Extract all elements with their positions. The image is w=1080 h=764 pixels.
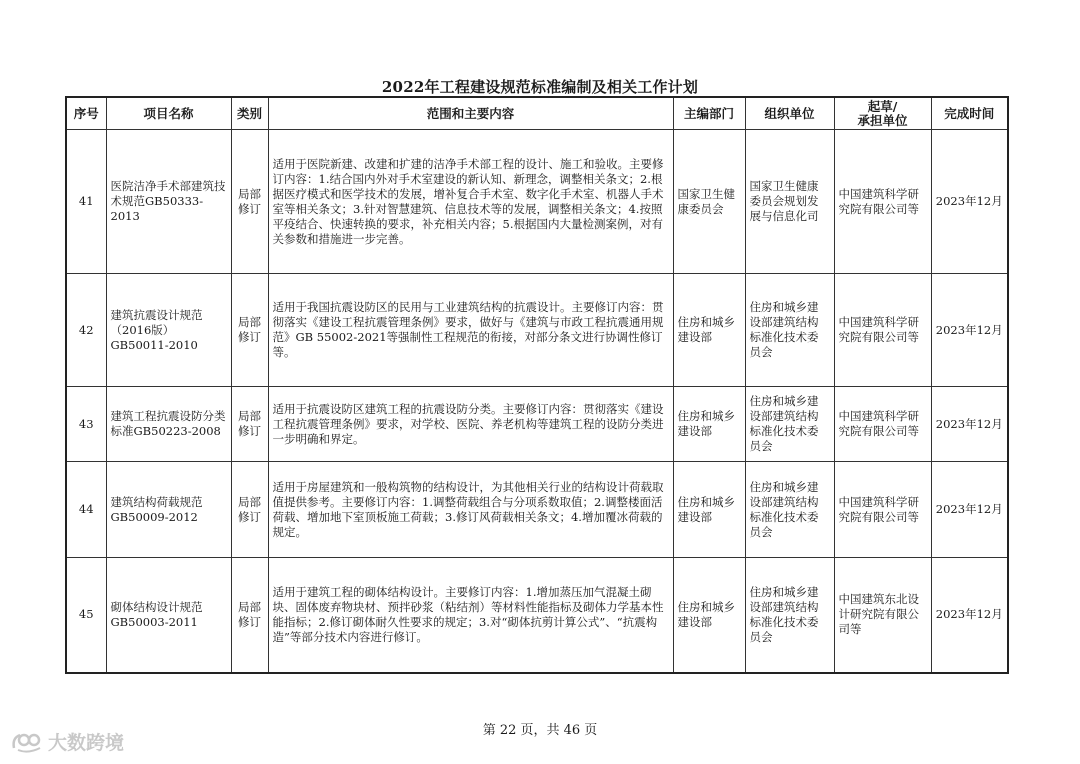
cell-no: 41: [66, 130, 106, 274]
cell-drafter: 中国建筑科学研究院有限公司等: [834, 274, 931, 387]
header-no: 序号: [66, 97, 106, 130]
cell-scope: 适用于抗震设防区建筑工程的抗震设防分类。主要修订内容：贯彻落实《建设工程抗震管理条例》要求，对学校、医院、养老机构等建筑工程的设防分类进一步明确和界定。: [268, 387, 673, 462]
cell-drafter: 中国建筑科学研究院有限公司等: [834, 130, 931, 274]
cell-no: 42: [66, 274, 106, 387]
table-row: [66, 558, 1008, 673]
table-header-row: [66, 97, 1008, 130]
cell-drafter: 中国建筑科学研究院有限公司等: [834, 387, 931, 462]
cell-type: 局部修订: [231, 558, 268, 673]
cell-scope: 适用于医院新建、改建和扩建的洁净手术部工程的设计、施工和验收。主要修订内容：1.结合国内外对手术室建设的新认知、新理念，调整相关条文；2.根据医疗模式和医学技术的发展，增补复合手术室、数字化手术室、机器人手术室等相关条文；3.针对智慧建筑、信息技术等的发展，调整相关条文；4.按照平疫结合、快速转换的要求，补充相关内容；5.根据国内大量检测案例，对有关参数和措施进一步完善。: [268, 130, 673, 274]
cell-name: 砌体结构设计规范GB50003-2011: [106, 558, 231, 673]
watermark-text: 大数跨境: [48, 732, 125, 754]
cell-no: 43: [66, 387, 106, 462]
cell-date: 2023年12月: [931, 558, 1008, 673]
cell-org-unit: 住房和城乡建设部建筑结构标准化技术委员会: [745, 462, 834, 558]
cell-name: 医院洁净手术部建筑技术规范GB50333-2013: [106, 130, 231, 274]
cell-drafter: 中国建筑科学研究院有限公司等: [834, 462, 931, 558]
cell-type: 局部修订: [231, 274, 268, 387]
header-drafter: [834, 97, 931, 130]
work-plan-table: [65, 96, 1009, 674]
page-number: 第 22 页，共 46 页: [482, 723, 598, 738]
header-name: 项目名称: [106, 97, 231, 130]
cell-scope: 适用于建筑工程的砌体结构设计。主要修订内容：1.增加蒸压加气混凝土砌块、固体废弃物块材、预拌砂浆（粘结剂）等材料性能指标及砌体力学基本性能指标；2.修订砌体耐久性要求的规定；3.对“砌体抗剪计算公式”、“抗震构造”等部分技术内容进行修订。: [268, 558, 673, 673]
cell-org-unit: 住房和城乡建设部建筑结构标准化技术委员会: [745, 387, 834, 462]
cell-type: 局部修订: [231, 130, 268, 274]
cell-lead-dept: 住房和城乡建设部: [673, 558, 745, 673]
cell-date: 2023年12月: [931, 274, 1008, 387]
table-row: [66, 462, 1008, 558]
header-scope: 范围和主要内容: [268, 97, 673, 130]
cell-name: 建筑工程抗震设防分类标准GB50223-2008: [106, 387, 231, 462]
watermark: [10, 728, 124, 755]
header-drafter-line1: 起草/: [867, 98, 898, 114]
watermark-logo-icon: [10, 730, 44, 754]
cell-type: 局部修订: [231, 462, 268, 558]
cell-date: 2023年12月: [931, 387, 1008, 462]
cell-drafter: 中国建筑东北设计研究院有限公司等: [834, 558, 931, 673]
cell-type: 局部修订: [231, 387, 268, 462]
cell-no: 45: [66, 558, 106, 673]
cell-scope: 适用于我国抗震设防区的民用与工业建筑结构的抗震设计。主要修订内容：贯彻落实《建设工程抗震管理条例》要求，做好与《建筑与市政工程抗震通用规范》GB 55002-2021等强制性工程规范的衔接，对部分条文进行协调性修订等。: [268, 274, 673, 387]
table-row: [66, 387, 1008, 462]
header-lead-dept: 主编部门: [673, 97, 745, 130]
table-row: [66, 274, 1008, 387]
header-org-unit: 组织单位: [745, 97, 834, 130]
header-drafter-line2: 承担单位: [857, 112, 908, 128]
cell-lead-dept: 住房和城乡建设部: [673, 387, 745, 462]
cell-no: 44: [66, 462, 106, 558]
cell-date: 2023年12月: [931, 462, 1008, 558]
cell-lead-dept: 住房和城乡建设部: [673, 462, 745, 558]
document-title: 2022年工程建设规范标准编制及相关工作计划: [381, 78, 699, 96]
cell-scope: 适用于房屋建筑和一般构筑物的结构设计，为其他相关行业的结构设计荷载取值提供参考。主要修订内容：1.调整荷载组合与分项系数取值；2.调整楼面活荷载、增加地下室顶板施工荷载；3.修订风荷载相关条文；4.增加覆冰荷载的规定。: [268, 462, 673, 558]
cell-org-unit: 住房和城乡建设部建筑结构标准化技术委员会: [745, 274, 834, 387]
table-row: [66, 130, 1008, 274]
cell-org-unit: 住房和城乡建设部建筑结构标准化技术委员会: [745, 558, 834, 673]
cell-lead-dept: 国家卫生健康委员会: [673, 130, 745, 274]
header-date: 完成时间: [931, 97, 1008, 130]
header-type: 类别: [231, 97, 268, 130]
cell-org-unit: 国家卫生健康委员会规划发展与信息化司: [745, 130, 834, 274]
cell-date: 2023年12月: [931, 130, 1008, 274]
cell-name: 建筑结构荷载规范GB50009-2012: [106, 462, 231, 558]
cell-lead-dept: 住房和城乡建设部: [673, 274, 745, 387]
cell-name: 建筑抗震设计规范（2016版）GB50011-2010: [106, 274, 231, 387]
